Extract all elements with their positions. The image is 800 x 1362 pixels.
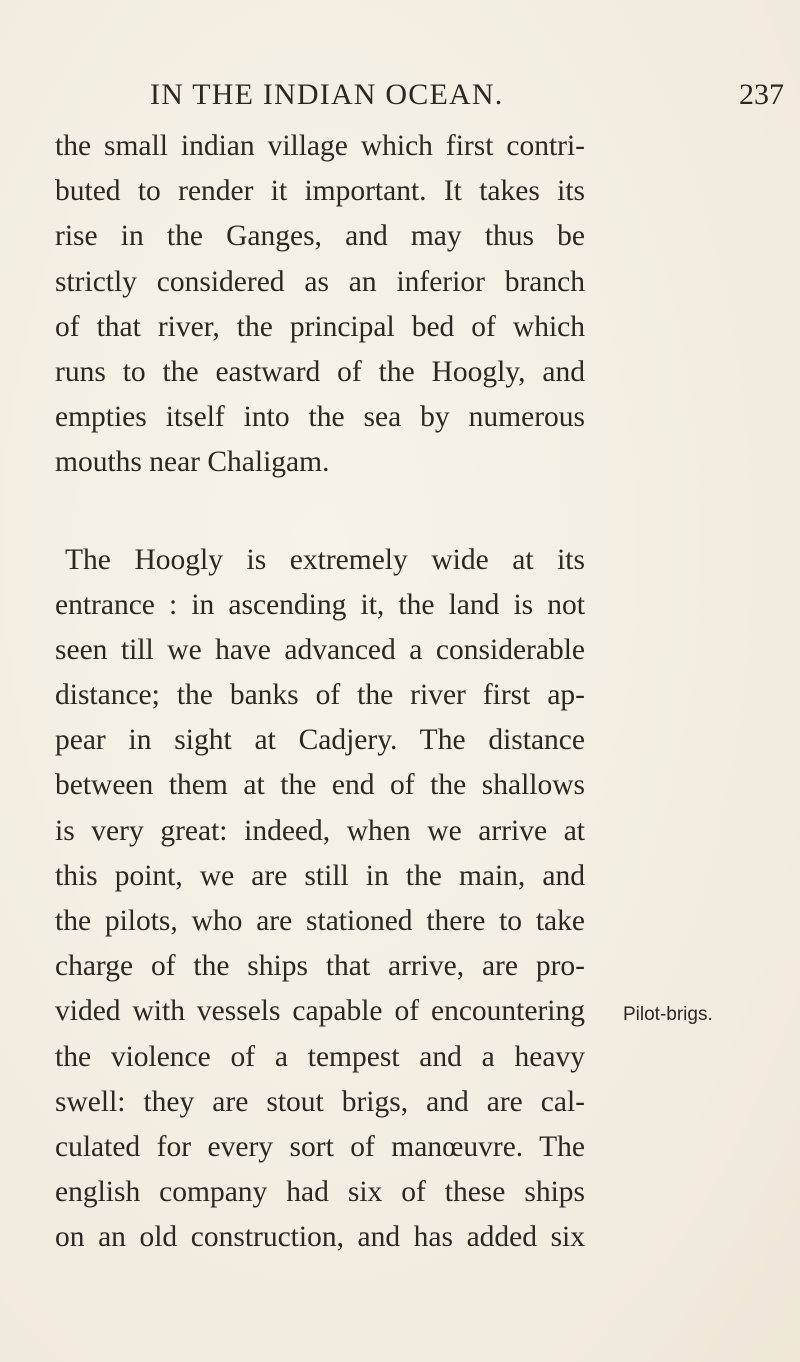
- text-line: swell: they are stout brigs, and are cal-: [55, 1085, 585, 1118]
- text-line: entrance : in ascending it, the land is not: [55, 588, 585, 621]
- text-line: buted to render it important. It takes its: [55, 175, 585, 208]
- text-line: pear in sight at Cadjery. The distance: [55, 724, 585, 757]
- text-line: of that river, the principal bed of which: [55, 310, 585, 343]
- margin-note: Pilot-brigs.: [623, 1004, 713, 1025]
- text-line: between them at the end of the shallows: [55, 769, 585, 802]
- text-line: empties itself into the sea by numerous: [55, 401, 585, 434]
- text-line: seen till we have advanced a considerable: [55, 633, 585, 666]
- text-line: mouths near Chaligam.: [55, 446, 330, 479]
- text-line: is very great: indeed, when we arrive at: [55, 814, 585, 847]
- paragraph-1: [55, 124, 585, 486]
- text-line: the pilots, who are stationed there to take: [55, 905, 585, 937]
- text-line: this point, we are still in the main, and: [55, 859, 585, 892]
- text-line: on an old construction, and has added six: [55, 1221, 585, 1254]
- text-line: vided with vessels capable of encountering: [55, 995, 585, 1028]
- text-line: english company had six of these ships: [55, 1176, 585, 1209]
- paragraph-gap: [55, 486, 585, 538]
- text-line: the violence of a tempest and a heavy: [55, 1040, 585, 1073]
- page-number: 237: [739, 78, 784, 111]
- text-line: The Hoogly is extremely wide at its: [65, 543, 585, 576]
- paragraph-2: [55, 538, 585, 1261]
- running-title: IN THE INDIAN OCEAN.: [150, 78, 504, 111]
- text-line: the small indian village which first contri-: [55, 130, 585, 162]
- text-line: strictly considered as an inferior branch: [55, 265, 585, 298]
- text-line: distance; the banks of the river first ap-: [55, 679, 585, 712]
- text-line: runs to the eastward of the Hoogly, and: [55, 355, 585, 388]
- text-line: charge of the ships that arrive, are pro-: [55, 950, 585, 983]
- body-text: [55, 124, 585, 1261]
- text-line: rise in the Ganges, and may thus be: [55, 220, 585, 253]
- text-line: culated for every sort of manœuvre. The: [55, 1130, 585, 1163]
- running-head: [150, 78, 800, 118]
